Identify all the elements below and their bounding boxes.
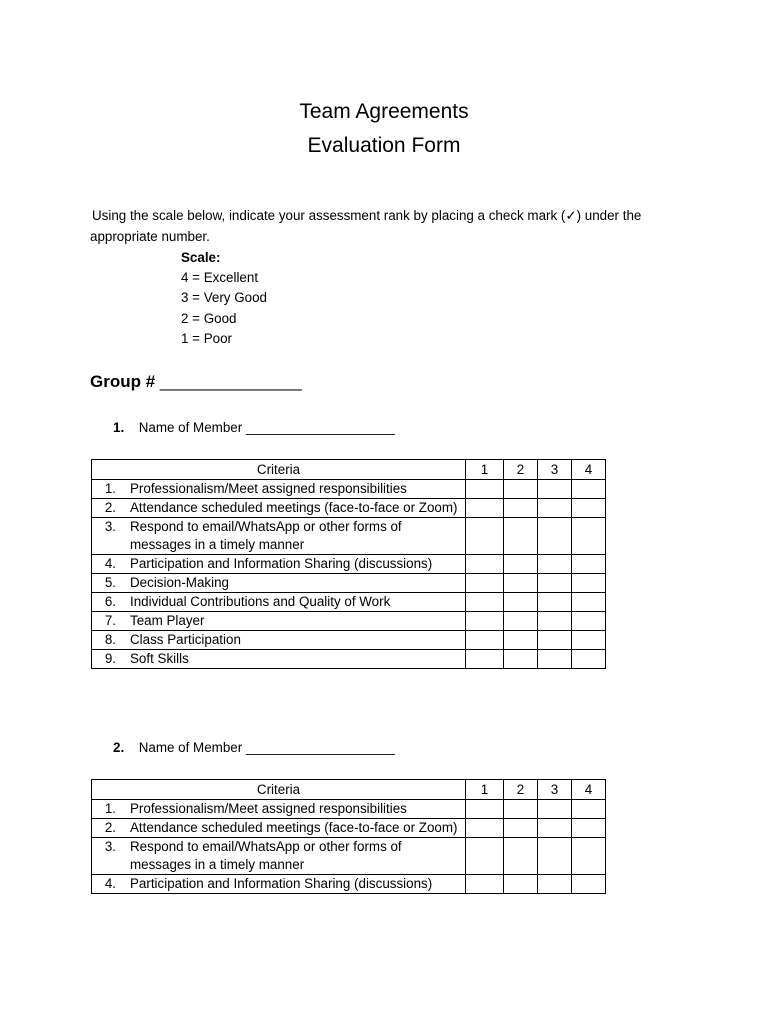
table-row [92,518,606,555]
criteria-number: 1. [104,801,116,816]
rating-cell-2[interactable] [504,819,538,838]
rating-cell-4[interactable] [572,612,606,631]
rating-header-1: 1 [466,460,504,480]
criteria-cell [92,593,466,612]
rating-cell-2[interactable] [504,838,538,875]
table-row [92,631,606,650]
criteria-cell [92,574,466,593]
rating-cell-4[interactable] [572,838,606,875]
criteria-header: Criteria [92,780,466,800]
criteria-text: Professionalism/Meet assigned responsibilities [130,481,407,496]
criteria-number: 2. [104,820,116,835]
rating-cell-2[interactable] [504,875,538,894]
group-field [90,372,302,392]
member-1-number: 1. [113,420,125,435]
rating-cell-2[interactable] [504,518,538,555]
criteria-text: Respond to email/WhatsApp or other forms of messages in a timely manner [130,839,402,872]
criteria-table-2 [91,779,606,894]
member-2-field [113,740,395,755]
rating-cell-1[interactable] [466,518,504,555]
criteria-number: 3. [104,519,116,534]
rating-cell-4[interactable] [572,819,606,838]
member-2-number: 2. [113,740,125,755]
criteria-cell [92,518,466,555]
rating-cell-1[interactable] [466,875,504,894]
group-label: Group # [90,372,156,391]
rating-cell-3[interactable] [538,631,572,650]
rating-cell-4[interactable] [572,574,606,593]
criteria-number: 4. [104,876,116,891]
criteria-number: 9. [104,651,116,666]
table-header-row [92,780,606,800]
rating-header-3: 3 [538,780,572,800]
rating-cell-3[interactable] [538,499,572,518]
rating-cell-1[interactable] [466,593,504,612]
criteria-number: 8. [104,632,116,647]
criteria-cell [92,480,466,499]
rating-cell-4[interactable] [572,593,606,612]
member-2-label: Name of Member [138,740,243,755]
rating-cell-1[interactable] [466,800,504,819]
criteria-table-1 [91,459,606,669]
rating-cell-3[interactable] [538,650,572,669]
table-row [92,612,606,631]
rating-cell-3[interactable] [538,875,572,894]
rating-cell-3[interactable] [538,612,572,631]
criteria-number: 6. [104,594,116,609]
title-line-1: Team Agreements [299,100,469,123]
rating-cell-2[interactable] [504,650,538,669]
criteria-text: Class Participation [130,632,241,647]
rating-cell-1[interactable] [466,499,504,518]
rating-cell-2[interactable] [504,480,538,499]
table-row [92,819,606,838]
scale-item-4: 4 = Excellent [181,270,259,285]
criteria-cell [92,819,466,838]
rating-cell-4[interactable] [572,499,606,518]
table-row [92,875,606,894]
rating-cell-4[interactable] [572,875,606,894]
criteria-text: Attendance scheduled meetings (face-to-face or Zoom) [130,820,458,835]
rating-cell-4[interactable] [572,555,606,574]
rating-header-4: 4 [572,780,606,800]
rating-cell-3[interactable] [538,593,572,612]
rating-cell-2[interactable] [504,612,538,631]
criteria-number: 1. [104,481,116,496]
rating-cell-2[interactable] [504,800,538,819]
rating-cell-2[interactable] [504,593,538,612]
criteria-text: Participation and Information Sharing (discussions) [130,876,433,891]
table-row [92,499,606,518]
criteria-cell [92,612,466,631]
rating-cell-4[interactable] [572,650,606,669]
scale-item-1: 1 = Poor [181,331,232,346]
rating-cell-1[interactable] [466,612,504,631]
table-row [92,555,606,574]
table-row [92,574,606,593]
rating-header-4: 4 [572,460,606,480]
criteria-number: 5. [104,575,116,590]
rating-cell-3[interactable] [538,480,572,499]
rating-header-1: 1 [466,780,504,800]
criteria-number: 2. [104,500,116,515]
member-1-label: Name of Member [138,420,243,435]
table-row [92,593,606,612]
criteria-cell [92,838,466,875]
criteria-cell [92,631,466,650]
title-line-2: Evaluation Form [307,134,461,157]
criteria-text: Soft Skills [130,651,189,666]
rating-cell-2[interactable] [504,574,538,593]
criteria-text: Participation and Information Sharing (discussions) [130,556,433,571]
criteria-number: 7. [104,613,116,628]
rating-cell-1[interactable] [466,631,504,650]
criteria-text: Professionalism/Meet assigned responsibilities [130,801,407,816]
rating-cell-3[interactable] [538,838,572,875]
rating-cell-1[interactable] [466,650,504,669]
rating-cell-3[interactable] [538,819,572,838]
rating-cell-1[interactable] [466,480,504,499]
criteria-number: 4. [104,556,116,571]
rating-header-2: 2 [504,780,538,800]
group-blank[interactable]: _______________ [159,372,302,391]
table-header-row [92,460,606,480]
criteria-cell [92,650,466,669]
table-row [92,838,606,875]
criteria-text: Respond to email/WhatsApp or other forms of messages in a timely manner [130,519,402,552]
rating-cell-2[interactable] [504,555,538,574]
criteria-cell [92,499,466,518]
rating-cell-4[interactable] [572,800,606,819]
instructions-line-2: appropriate number. [90,229,210,244]
criteria-text: Attendance scheduled meetings (face-to-face or Zoom) [130,500,458,515]
rating-cell-1[interactable] [466,555,504,574]
scale-item-2: 2 = Good [181,311,237,326]
criteria-text: Decision-Making [130,575,229,590]
table-row [92,800,606,819]
rating-cell-3[interactable] [538,574,572,593]
table-row [92,480,606,499]
criteria-cell [92,875,466,894]
scale-item-3: 3 = Very Good [181,290,267,305]
member-2-blank[interactable]: ____________________ [245,740,395,755]
scale-heading: Scale: [181,250,221,265]
criteria-cell [92,555,466,574]
rating-cell-1[interactable] [466,819,504,838]
rating-cell-4[interactable] [572,518,606,555]
rating-cell-1[interactable] [466,574,504,593]
member-1-blank[interactable]: ____________________ [245,420,395,435]
criteria-header: Criteria [92,460,466,480]
rating-cell-3[interactable] [538,518,572,555]
rating-cell-4[interactable] [572,480,606,499]
instructions-line-1: Using the scale below, indicate your assessment rank by placing a check mark (✓) under the [92,208,642,223]
criteria-text: Team Player [130,613,205,628]
rating-cell-2[interactable] [504,499,538,518]
rating-cell-2[interactable] [504,631,538,650]
member-1-field [113,420,395,435]
criteria-number: 3. [104,839,116,854]
rating-cell-3[interactable] [538,800,572,819]
rating-cell-4[interactable] [572,631,606,650]
rating-header-2: 2 [504,460,538,480]
rating-cell-1[interactable] [466,838,504,875]
table-row [92,650,606,669]
rating-cell-3[interactable] [538,555,572,574]
rating-header-3: 3 [538,460,572,480]
criteria-text: Individual Contributions and Quality of Work [130,594,391,609]
criteria-cell [92,800,466,819]
